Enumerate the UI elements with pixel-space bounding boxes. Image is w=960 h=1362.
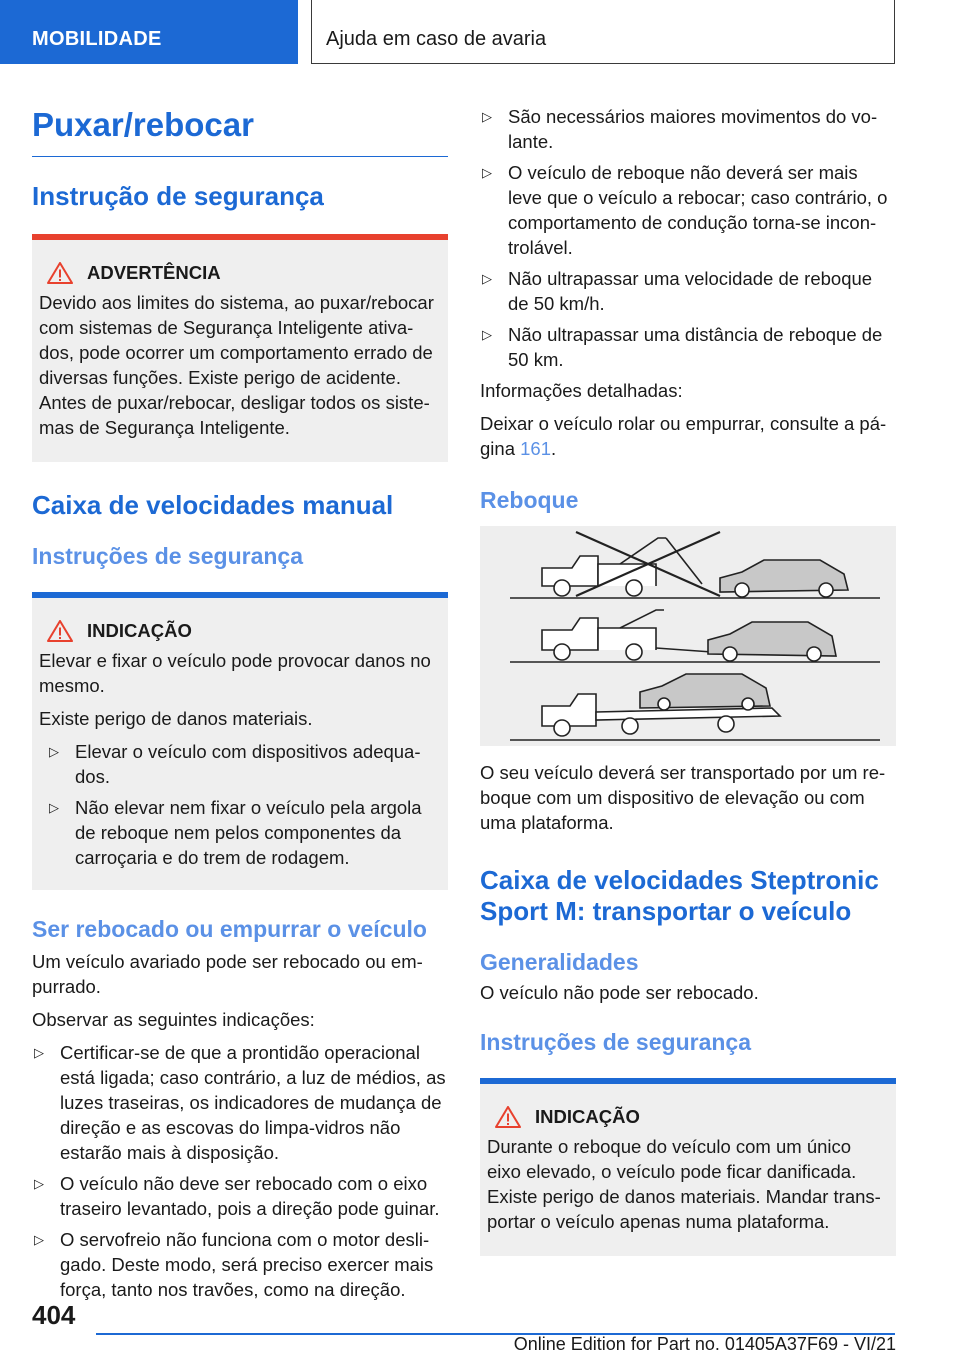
- reboque-heading: Reboque: [480, 487, 579, 513]
- triangle-bullet-icon: ▷: [49, 800, 59, 815]
- triangle-bullet-icon: ▷: [482, 271, 492, 286]
- triangle-bullet-icon: ▷: [49, 744, 59, 759]
- warning-box: [32, 234, 448, 462]
- steptronic-notice-label: INDICAÇÃO: [535, 1106, 640, 1127]
- generalidades-text: O veículo não pode ser rebocado.: [480, 982, 759, 1003]
- warning-label: ADVERTÊNCIA: [87, 262, 221, 283]
- footer-edition: Online Edition for Part no. 01405A37F69 - VI/21: [513, 1334, 896, 1354]
- list-item: ▷ O veículo de reboque não deverá ser mais leve que o veículo a rebocar; caso contrário, o comportamento de condução torna-se incontrolável.: [482, 162, 888, 258]
- manual-safety-subheading: Instruções de segurança: [32, 543, 303, 569]
- list-item: ▷ Certificar-se de que a prontidão operacional está ligada; caso contrário, a luz de médios, as luzes traseiras, os indicadores de mudança de direção e as escovas do limpa-vidros não estarão mais à disposição.: [34, 1042, 446, 1163]
- safety-heading: Instrução de segurança: [32, 181, 324, 211]
- list-item: ▷ Não elevar nem fixar o veículo pela argola de reboque nem pelos componentes da carroçaria e do trem de rodagem.: [49, 797, 422, 868]
- steptronic-notice-box: [480, 1078, 896, 1256]
- list-item: ▷ Elevar o veículo com dispositivos adequados.: [49, 741, 421, 787]
- section-tab: MOBILIDADE: [0, 0, 298, 64]
- topic-header: Ajuda em caso de avaria: [311, 0, 895, 64]
- manual-gearbox-heading: Caixa de velocidades manual: [32, 490, 394, 520]
- steptronic-safety-subheading: Instruções de segurança: [480, 1029, 751, 1055]
- list-item: ▷ Não ultrapassar uma velocidade de reboque de 50 km/h.: [482, 268, 873, 314]
- towing-instructions-label: Observar as seguintes indicações:: [32, 1009, 315, 1030]
- warning-triangle-icon: [47, 620, 73, 642]
- list-item: ▷ Não ultrapassar uma distância de reboque de 50 km.: [482, 324, 883, 370]
- warning-triangle-icon: [47, 262, 73, 284]
- warning-triangle-icon: [495, 1106, 521, 1128]
- triangle-bullet-icon: ▷: [34, 1232, 44, 1247]
- towing-illustration: [480, 526, 896, 746]
- page-link[interactable]: 161: [520, 438, 551, 459]
- triangle-bullet-icon: ▷: [482, 109, 492, 124]
- left-column: [32, 96, 448, 1308]
- towing-list: [32, 1040, 448, 1302]
- notice-box: [32, 592, 448, 890]
- notice-text-1: Elevar e fixar o veículo pode provocar danos no mesmo.: [39, 650, 431, 696]
- towing-list-continued: [480, 104, 896, 372]
- list-item: ▷ O veículo não deve ser rebocado com o eixo traseiro levantado, pois a direção pode guinar.: [34, 1173, 440, 1219]
- notice-text-2: Existe perigo de danos materiais.: [39, 708, 313, 729]
- page-title: Puxar/rebocar: [32, 96, 448, 157]
- steptronic-notice-title: [487, 1106, 888, 1128]
- tow-truck-illustration-icon: [480, 526, 896, 746]
- steptronic-heading: Caixa de velocidades Steptronic Sport M: transportar o veículo: [480, 865, 879, 926]
- triangle-bullet-icon: ▷: [482, 327, 492, 342]
- notice-list: [39, 739, 440, 870]
- details-text: Deixar o veículo rolar ou empurrar, consulte a página 161.: [480, 413, 887, 459]
- details-label: Informações detalhadas:: [480, 380, 683, 401]
- triangle-bullet-icon: ▷: [34, 1045, 44, 1060]
- warning-text: Devido aos limites do sistema, ao puxar/rebocar com sistemas de Segurança Inteligente ativados, pode ocorrer um comportamento errado de diversas funções. Existe perigo de acidente. Antes de puxar/rebocar, desligar todos os sistemas de Segurança Inteligente.: [39, 292, 434, 438]
- list-item: ▷ O servofreio não funciona com o motor desligado. Deste modo, será preciso exercer mais força, tanto nos travões, como na direção.: [34, 1229, 434, 1300]
- notice-label: INDICAÇÃO: [87, 620, 192, 641]
- warning-title: [39, 262, 440, 284]
- towing-heading: Ser rebocado ou empurrar o veículo: [32, 916, 427, 942]
- notice-title: [39, 620, 440, 642]
- page-number: 404: [32, 1300, 76, 1330]
- triangle-bullet-icon: ▷: [34, 1176, 44, 1191]
- reboque-text: O seu veículo deverá ser transportado por um reboque com um dispositivo de elevação ou com uma plataforma.: [480, 762, 886, 833]
- towing-text: Um veículo avariado pode ser rebocado ou empurrado.: [32, 951, 423, 997]
- triangle-bullet-icon: ▷: [482, 165, 492, 180]
- list-item: ▷ São necessários maiores movimentos do volante.: [482, 106, 878, 152]
- right-column: [480, 104, 896, 1256]
- steptronic-notice-text: Durante o reboque do veículo com um único eixo elevado, o veículo pode ficar danificada. Existe perigo de danos materiais. Mandar transportar o veículo apenas numa plataforma.: [487, 1136, 881, 1232]
- generalidades-heading: Generalidades: [480, 949, 639, 975]
